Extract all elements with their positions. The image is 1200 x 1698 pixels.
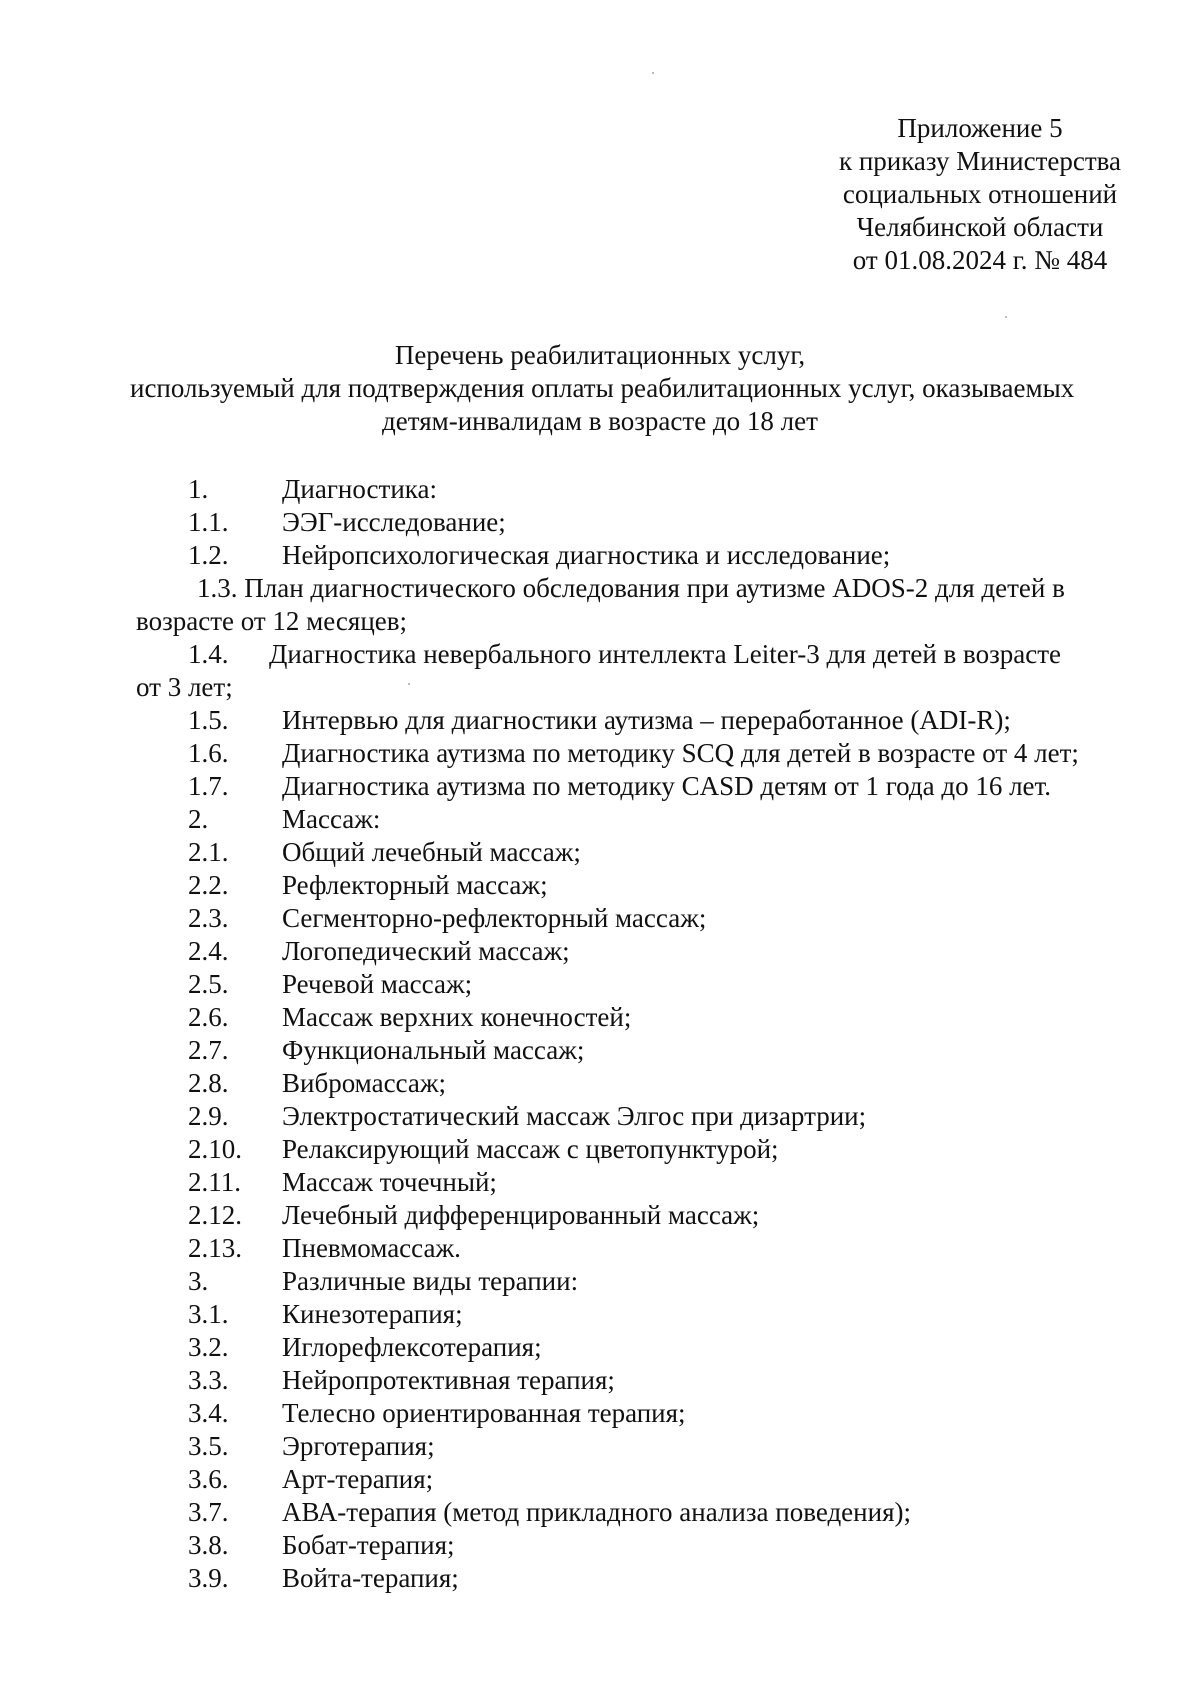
header-line: Приложение 5 bbox=[897, 113, 1063, 143]
item-number: 1.1. bbox=[188, 507, 229, 537]
item-text: Эрготерапия; bbox=[282, 1431, 435, 1461]
list-item bbox=[0, 1001, 1200, 1034]
item-number: 2.2. bbox=[188, 870, 229, 900]
list-item bbox=[0, 737, 1200, 770]
item-number: 3.9. bbox=[188, 1563, 229, 1593]
item-text: Логопедический массаж; bbox=[282, 936, 570, 966]
list-item bbox=[0, 1034, 1200, 1067]
list-item bbox=[0, 539, 1200, 572]
item-number: 3.7. bbox=[188, 1497, 229, 1527]
list-item bbox=[0, 704, 1200, 737]
item-number: 3.3. bbox=[188, 1365, 229, 1395]
item-text: Диагностика аутизма по методику CASD детям от 1 года до 16 лет. bbox=[282, 771, 1052, 801]
header-line: Челябинской области bbox=[856, 212, 1104, 242]
scan-speck bbox=[652, 72, 654, 74]
item-text: Массаж: bbox=[282, 804, 381, 834]
item-number: 3.8. bbox=[188, 1530, 229, 1560]
item-number: 1.5. bbox=[188, 705, 229, 735]
list-item bbox=[0, 803, 1200, 836]
item-number: 2. bbox=[188, 804, 209, 834]
item-text: Рефлекторный массаж; bbox=[282, 870, 548, 900]
item-line: от 3 лет; bbox=[136, 672, 233, 702]
item-text: Бобат-терапия; bbox=[282, 1530, 455, 1560]
title-line: используемый для подтверждения оплаты реабилитационных услуг, оказываемых bbox=[130, 373, 1075, 403]
item-text: Арт-терапия; bbox=[282, 1464, 434, 1494]
list-item bbox=[0, 935, 1200, 968]
list-item bbox=[0, 1265, 1200, 1298]
document-title bbox=[130, 339, 1075, 438]
item-text: Релаксирующий массаж с цветопунктурой; bbox=[282, 1134, 779, 1164]
item-text: Нейропсихологическая диагностика и исследование; bbox=[282, 540, 891, 570]
item-text: Телесно ориентированная терапия; bbox=[282, 1398, 686, 1428]
item-text: Различные виды терапии: bbox=[282, 1266, 579, 1296]
item-text: Функциональный массаж; bbox=[282, 1035, 585, 1065]
item-text: ЭЭГ-исследование; bbox=[282, 507, 506, 537]
list-item bbox=[0, 1133, 1200, 1166]
list-item bbox=[0, 1199, 1200, 1232]
item-text: Иглорефлексотерапия; bbox=[282, 1332, 542, 1362]
item-number: 2.8. bbox=[188, 1068, 229, 1098]
item-number: 3.1. bbox=[188, 1299, 229, 1329]
list-item bbox=[0, 902, 1200, 935]
title-line: Перечень реабилитационных услуг, bbox=[394, 340, 806, 370]
item-text: Общий лечебный массаж; bbox=[282, 837, 581, 867]
list-item bbox=[0, 1331, 1200, 1364]
item-text: Массаж точечный; bbox=[282, 1167, 497, 1197]
item-number: 3.6. bbox=[188, 1464, 229, 1494]
item-text: Диагностика: bbox=[282, 474, 437, 504]
list-item bbox=[0, 1364, 1200, 1397]
item-number: 2.10. bbox=[188, 1134, 242, 1164]
item-text: Пневмомассаж. bbox=[282, 1233, 461, 1263]
item-number: 2.3. bbox=[188, 903, 229, 933]
list-item-wrapped bbox=[0, 572, 1200, 638]
list-item bbox=[0, 1166, 1200, 1199]
item-line: возрасте от 12 месяцев; bbox=[136, 606, 408, 636]
list-item bbox=[0, 506, 1200, 539]
header-line: социальных отношений bbox=[842, 179, 1118, 209]
item-text: Кинезотерапия; bbox=[282, 1299, 463, 1329]
item-text: Сегменторно-рефлекторный массаж; bbox=[282, 903, 707, 933]
item-number: 2.9. bbox=[188, 1101, 229, 1131]
item-number: 2.12. bbox=[188, 1200, 242, 1230]
item-text: Войта-терапия; bbox=[282, 1563, 459, 1593]
item-number: 3. bbox=[188, 1266, 209, 1296]
list-item bbox=[0, 1496, 1200, 1529]
list-item bbox=[0, 770, 1200, 803]
item-number: 1.7. bbox=[188, 771, 229, 801]
list-item bbox=[0, 1067, 1200, 1100]
item-number: 2.1. bbox=[188, 837, 229, 867]
item-number: 1. bbox=[188, 474, 209, 504]
item-text: Электростатический массаж Элгос при дизартрии; bbox=[282, 1101, 867, 1131]
item-number: 2.6. bbox=[188, 1002, 229, 1032]
item-line: 1.4. Диагностика невербального интеллекта Leiter-3 для детей в возрасте bbox=[188, 639, 1062, 669]
item-number: 2.5. bbox=[188, 969, 229, 999]
list-item bbox=[0, 1298, 1200, 1331]
header-line: к приказу Министерства bbox=[838, 146, 1122, 176]
list-item bbox=[0, 1100, 1200, 1133]
item-number: 1.2. bbox=[188, 540, 229, 570]
item-text: Интервью для диагностики аутизма – переработанное (ADI-R); bbox=[282, 705, 1011, 735]
item-number: 1.6. bbox=[188, 738, 229, 768]
list-item bbox=[0, 869, 1200, 902]
item-text: Массаж верхних конечностей; bbox=[282, 1002, 632, 1032]
list-item bbox=[0, 968, 1200, 1001]
item-number: 2.13. bbox=[188, 1233, 242, 1263]
list-item bbox=[0, 1232, 1200, 1265]
scan-speck bbox=[1005, 316, 1007, 318]
list-item bbox=[0, 1430, 1200, 1463]
item-text: Лечебный дифференцированный массаж; bbox=[282, 1200, 760, 1230]
item-number: 3.5. bbox=[188, 1431, 229, 1461]
item-text: Диагностика аутизма по методику SCQ для детей в возрасте от 4 лет; bbox=[282, 738, 1079, 768]
item-text: Вибромассаж; bbox=[282, 1068, 447, 1098]
services-list bbox=[0, 473, 1200, 1595]
list-item bbox=[0, 1463, 1200, 1496]
item-number: 2.4. bbox=[188, 936, 229, 966]
title-line: детям-инвалидам в возрасте до 18 лет bbox=[382, 406, 818, 436]
item-line: 1.3. План диагностического обследования при аутизме ADOS-2 для детей в bbox=[197, 573, 1065, 603]
item-text: АВА-терапия (метод прикладного анализа поведения); bbox=[282, 1497, 911, 1527]
item-number: 3.4. bbox=[188, 1398, 229, 1428]
item-number: 2.7. bbox=[188, 1035, 229, 1065]
item-text: Речевой массаж; bbox=[282, 969, 473, 999]
list-item bbox=[0, 1397, 1200, 1430]
item-number: 3.2. bbox=[188, 1332, 229, 1362]
list-item-wrapped bbox=[0, 638, 1200, 704]
list-item bbox=[0, 1529, 1200, 1562]
header-line: от 01.08.2024 г. № 484 bbox=[852, 245, 1108, 275]
list-item bbox=[0, 836, 1200, 869]
appendix-header bbox=[780, 112, 1180, 277]
item-number: 2.11. bbox=[188, 1167, 241, 1197]
list-item bbox=[0, 473, 1200, 506]
item-text: Нейропротективная терапия; bbox=[282, 1365, 615, 1395]
list-item bbox=[0, 1562, 1200, 1595]
